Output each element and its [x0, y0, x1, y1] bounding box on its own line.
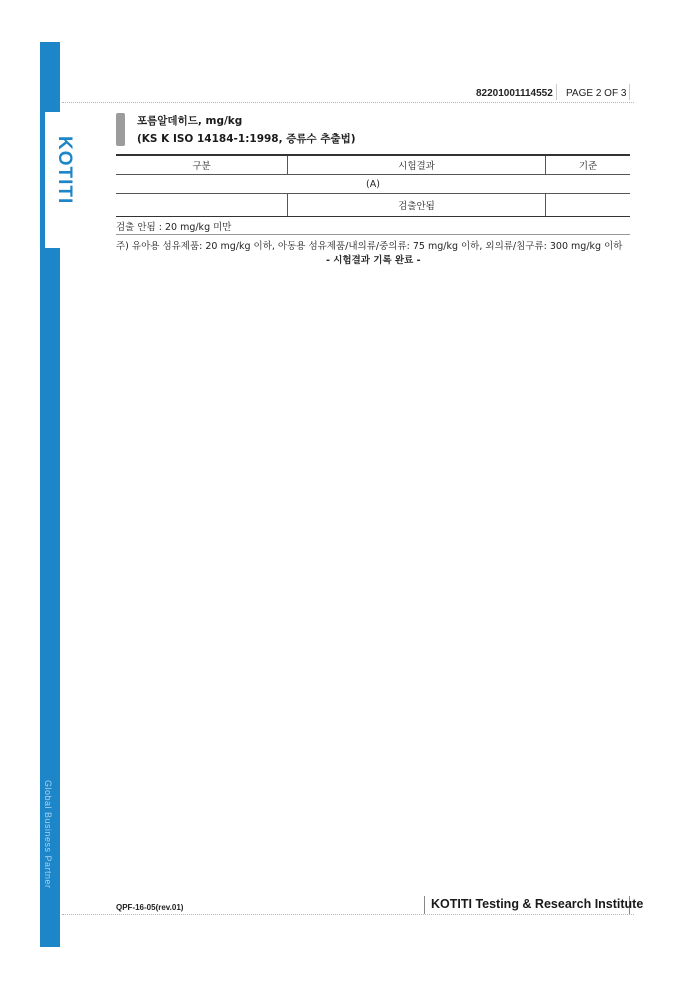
- institute-name: KOTITI Testing & Research Institute: [431, 897, 644, 911]
- sample-label-row: [116, 175, 630, 194]
- sample-label: (A): [116, 175, 630, 194]
- header-divider: [62, 102, 634, 103]
- document-number: 82201001114552: [476, 88, 553, 99]
- brand-tagline: Global Business Partner: [43, 780, 53, 889]
- column-header-result: 시험결과: [288, 155, 546, 175]
- standard-note: 주) 유아용 섬유제품: 20 mg/kg 이하, 아동용 섬유제품/내의류/중의류: 75 mg/kg 이하, 외의류/침구류: 300 mg/kg 이하: [116, 241, 623, 252]
- column-header-standard: 기준: [546, 155, 631, 175]
- cell-standard: [546, 194, 631, 217]
- kotiti-logo: KOTITI: [54, 136, 75, 205]
- cell-category: [116, 194, 288, 217]
- results-table: [116, 154, 630, 217]
- table-row: [116, 194, 630, 217]
- form-code: QPF-16-05(rev.01): [116, 903, 184, 912]
- end-of-results: - 시험결과 기록 완료 -: [326, 255, 421, 266]
- table-header-row: [116, 155, 630, 175]
- section-title: 포름알데히드, mg/kg: [137, 115, 243, 127]
- note-divider: [116, 234, 630, 235]
- page-number: PAGE 2 OF 3: [566, 88, 627, 99]
- detection-limit: 검출 안됨 : 20 mg/kg 미만: [116, 222, 232, 233]
- section-method: (KS K ISO 14184-1:1998, 증류수 추출법): [137, 133, 356, 145]
- footer-divider: [62, 914, 634, 915]
- cell-result: 검출안됨: [288, 194, 546, 217]
- column-header-category: 구분: [116, 155, 288, 175]
- section-marker: [116, 113, 125, 146]
